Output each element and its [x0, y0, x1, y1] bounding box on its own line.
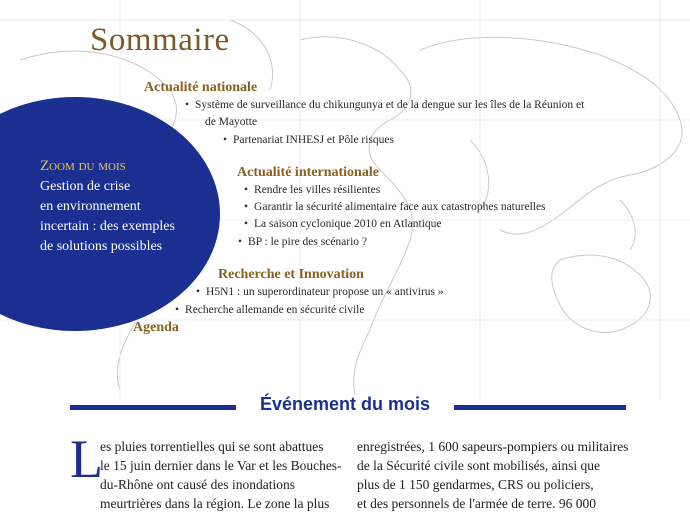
section-title-agenda: Agenda [133, 320, 179, 335]
list-item: • Système de surveillance du chikungunya et de la dengue sur les îles de la Réunion et [185, 99, 584, 111]
list-item: • BP : le pire des scénario ? [238, 236, 367, 248]
section-title-nationale: Actualité nationale [144, 80, 258, 95]
article-line: enregistrées, 1 600 sapeurs-pompiers ou militaires [357, 439, 629, 454]
zoom-line: de solutions possibles [40, 239, 163, 254]
list-item: • Garantir la sécurité alimentaire face aux catastrophes naturelles [244, 201, 546, 213]
divider-left [70, 405, 236, 410]
drop-cap: L [70, 429, 103, 489]
article-column-2 [357, 437, 627, 513]
list-item: • H5N1 : un superordinateur propose un « antivirus » [196, 286, 444, 298]
section-title-internationale: Actualité internationale [237, 165, 379, 180]
article-line: du-Rhône ont causé des inondations [100, 477, 295, 492]
article-line: de la Sécurité civile sont mobilisés, ainsi que [357, 458, 600, 473]
list-item: • La saison cyclonique 2010 en Atlantique [244, 218, 442, 230]
list-item-continuation: de Mayotte [205, 116, 258, 128]
zoom-title: Zoom du mois [40, 158, 126, 174]
article-line: et des personnels de l'armée de terre. 96 000 [357, 496, 596, 511]
list-item: • Rendre les villes résilientes [244, 184, 380, 196]
zoom-du-mois-block [40, 156, 175, 257]
list-item: • Recherche allemande en sécurité civile [175, 304, 364, 316]
article-line: es pluies torrentielles qui se sont abattues [100, 439, 324, 454]
article-line: le 15 juin dernier dans le Var et les Bouches- [100, 458, 342, 473]
section-title-recherche: Recherche et Innovation [218, 267, 364, 282]
page-title: Sommaire [90, 22, 230, 58]
article-line: meurtrières dans la région. Le zone la plus [100, 496, 330, 511]
list-item: • Partenariat INHESJ et Pôle risques [223, 134, 394, 146]
zoom-line: incertain : des exemples [40, 219, 175, 234]
zoom-line: en environnement [40, 199, 141, 214]
article-column-1 [100, 437, 345, 513]
divider-right [454, 405, 626, 410]
zoom-line: Gestion de crise [40, 179, 131, 194]
article-line: plus de 1 150 gendarmes, CRS ou policiers, [357, 477, 594, 492]
event-section-title: Événement du mois [259, 394, 431, 414]
